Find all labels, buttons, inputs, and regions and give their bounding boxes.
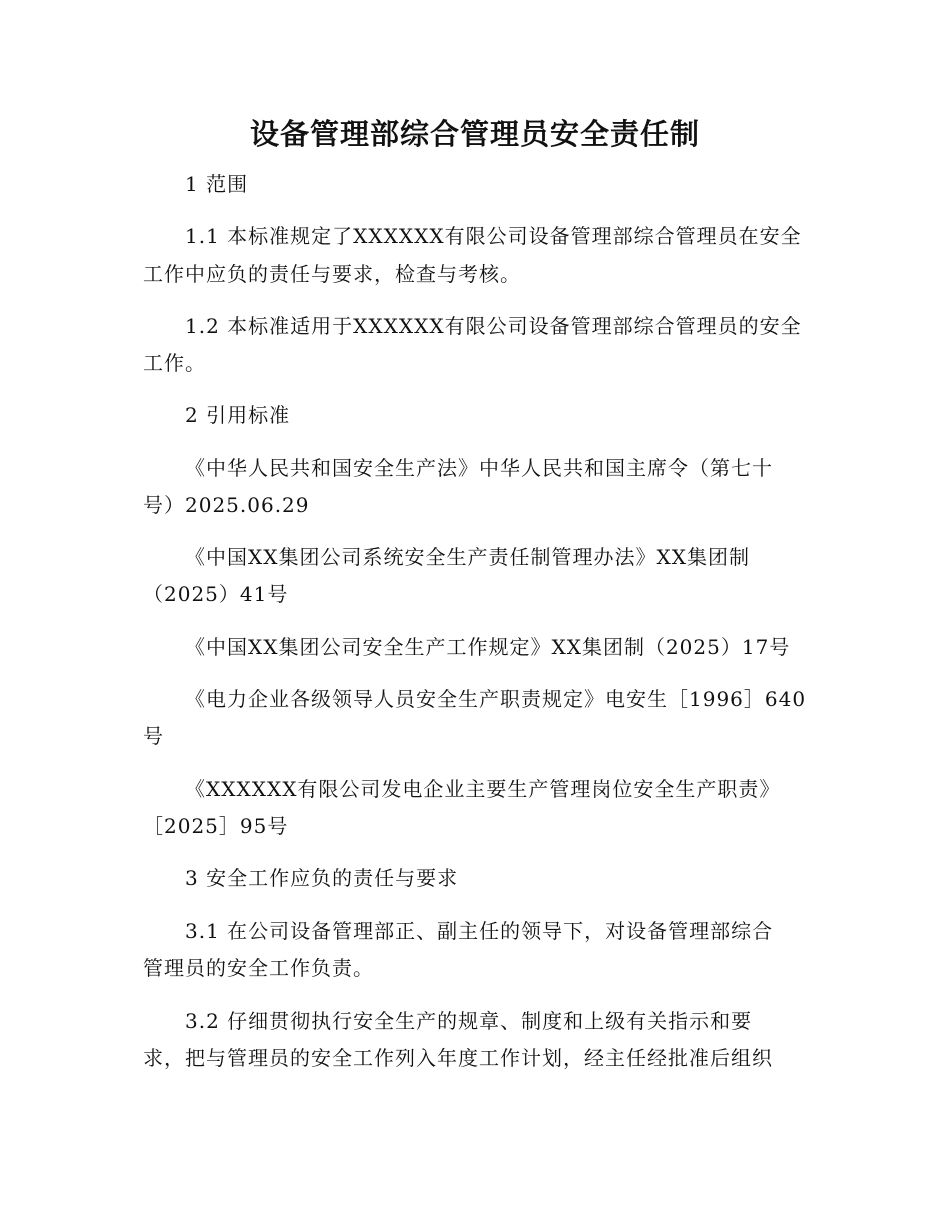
paragraph-line: 3.1 在公司设备管理部正、副主任的领导下，对设备管理部综合 [185,919,774,943]
reference-line: （2025）41号 [143,582,289,606]
reference-line: 《XXXXXX有限公司发电企业主要生产管理岗位安全生产职责》 [185,777,781,801]
reference-line: 号 [143,724,164,748]
paragraph-line: 3.2 仔细贯彻执行安全生产的规章、制度和上级有关指示和要 [185,1009,753,1033]
reference-line: 《中华人民共和国安全生产法》中华人民共和国主席令（第七十 [185,456,773,480]
section-heading-responsibilities: 3 安全工作应负的责任与要求 [185,866,459,890]
paragraph-line: 管理员的安全工作负责。 [143,956,374,980]
paragraph-line: 工作。 [143,351,206,375]
reference-line: 号）2025.06.29 [143,493,310,517]
paragraph-line: 1.1 本标准规定了XXXXXX有限公司设备管理部综合管理员在安全 [185,224,802,248]
section-heading-references: 2 引用标准 [185,403,291,427]
section-heading-scope: 1 范围 [185,172,249,196]
document-title: 设备管理部综合管理员安全责任制 [249,117,700,151]
paragraph-line: 求，把与管理员的安全工作列入年度工作计划，经主任经批准后组织 [143,1046,773,1070]
reference-line: 《电力企业各级领导人员安全生产职责规定》电安生［1996］640 [185,687,807,711]
reference-line: 《中国XX集团公司安全生产工作规定》XX集团制（2025）17号 [185,635,791,659]
reference-line: 《中国XX集团公司系统安全生产责任制管理办法》XX集团制 [185,545,750,569]
paragraph-line: 工作中应负的责任与要求，检查与考核。 [143,262,521,286]
paragraph-line: 1.2 本标准适用于XXXXXX有限公司设备管理部综合管理员的安全 [185,314,802,338]
reference-line: ［2025］95号 [143,814,289,838]
